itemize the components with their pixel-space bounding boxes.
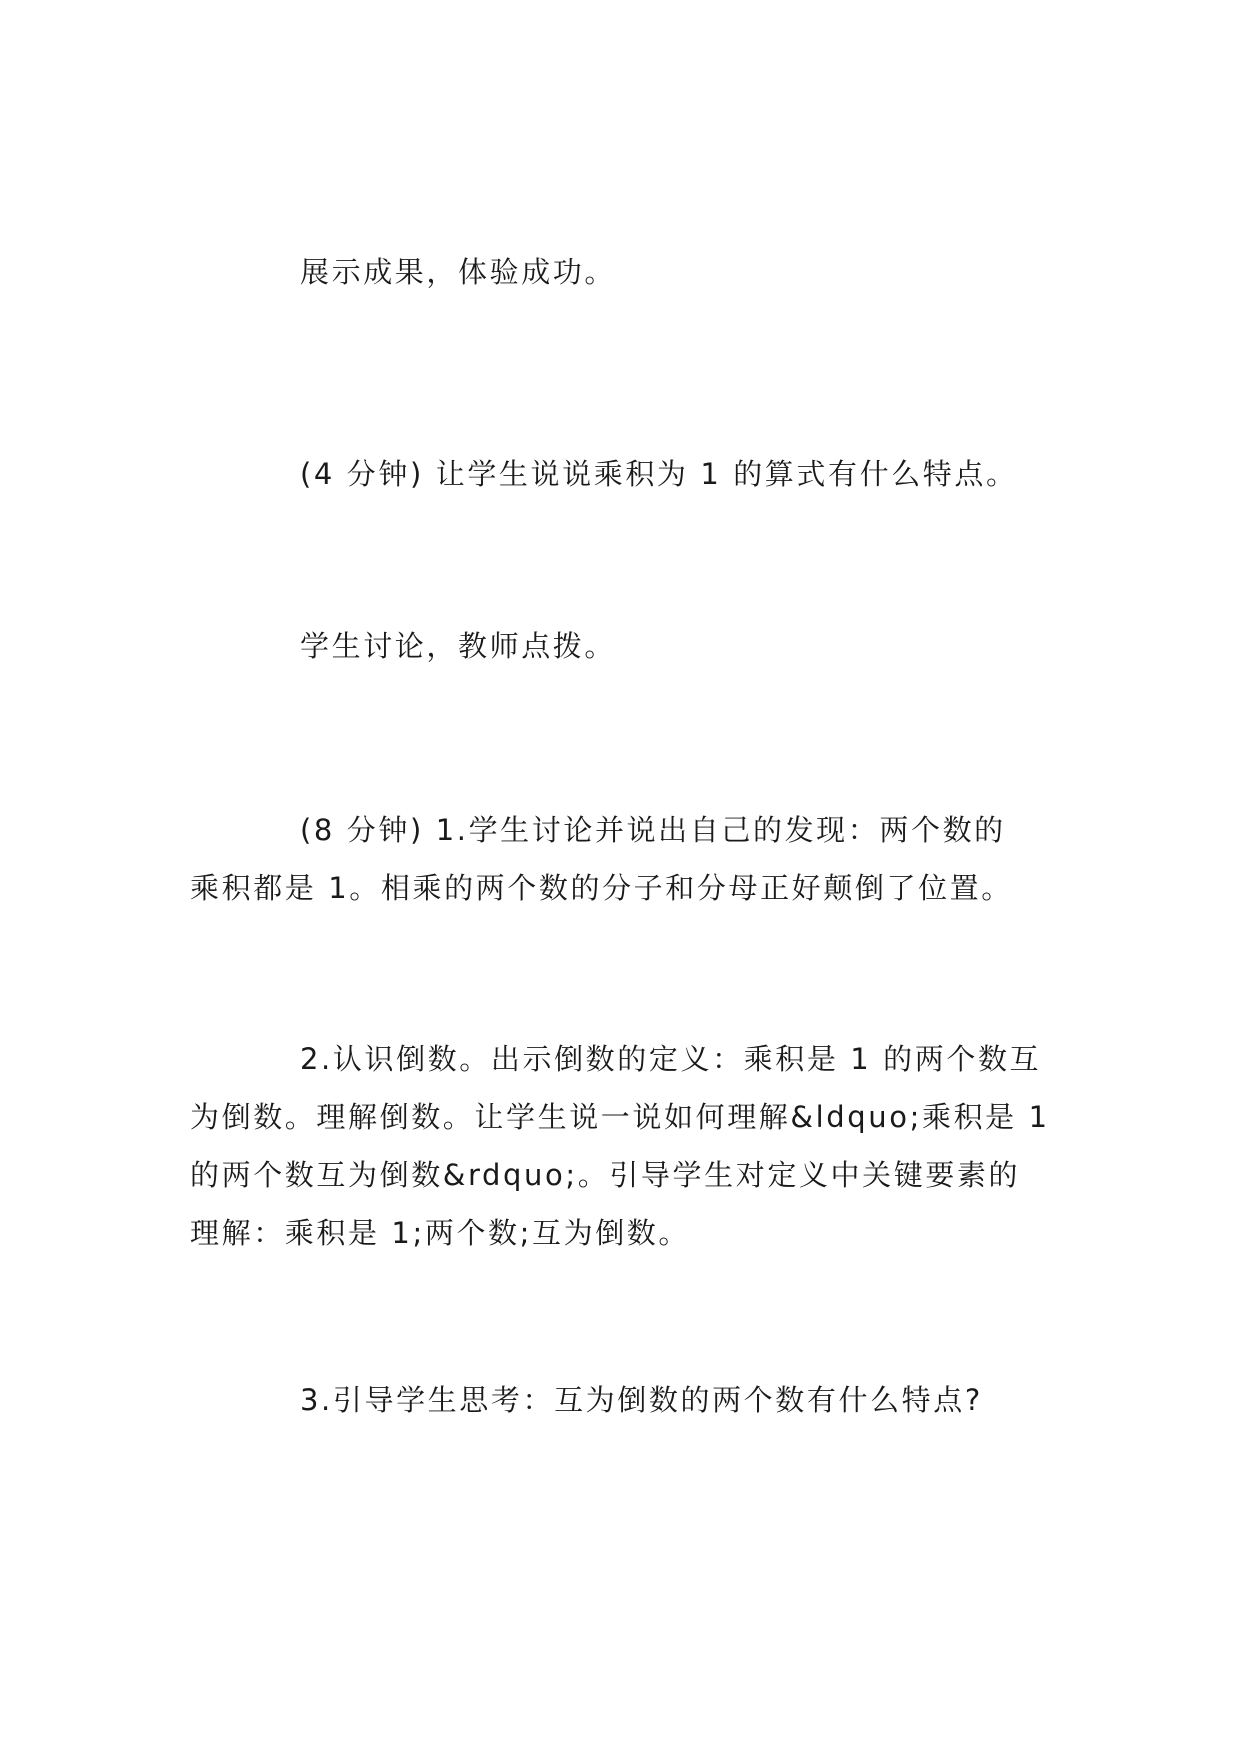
paragraph-line: 的两个数互为倒数&rdquo;。引导学生对定义中关键要素的 xyxy=(190,1158,1021,1192)
paragraph-eight-minutes xyxy=(190,801,1050,917)
paragraph-reciprocal-definition xyxy=(190,1030,1050,1262)
paragraph-line: 为倒数。理解倒数。让学生说一说如何理解&ldquo;乘积是 1 xyxy=(190,1100,1050,1134)
paragraph-line: 展示成果，体验成功。 xyxy=(300,255,617,289)
paragraph-line: 理解：乘积是 1;两个数;互为倒数。 xyxy=(190,1216,691,1250)
paragraph-line: 学生讨论，教师点拨。 xyxy=(300,629,617,663)
paragraph-line: 3.引导学生思考：互为倒数的两个数有什么特点? xyxy=(300,1383,983,1417)
paragraph-guide-thinking xyxy=(190,1371,1050,1429)
paragraph-discussion xyxy=(190,617,1050,675)
paragraph-line: (8 分钟) 1.学生讨论并说出自己的发现：两个数的 xyxy=(300,813,1006,847)
paragraph-four-minutes xyxy=(190,445,1050,503)
paragraph-show-results xyxy=(190,243,1050,301)
paragraph-line: 乘积都是 1。相乘的两个数的分子和分母正好颠倒了位置。 xyxy=(190,871,1013,905)
paragraph-line: 2.认识倒数。出示倒数的定义：乘积是 1 的两个数互 xyxy=(300,1042,1042,1076)
paragraph-line: (4 分钟) 让学生说说乘积为 1 的算式有什么特点。 xyxy=(300,457,1018,491)
